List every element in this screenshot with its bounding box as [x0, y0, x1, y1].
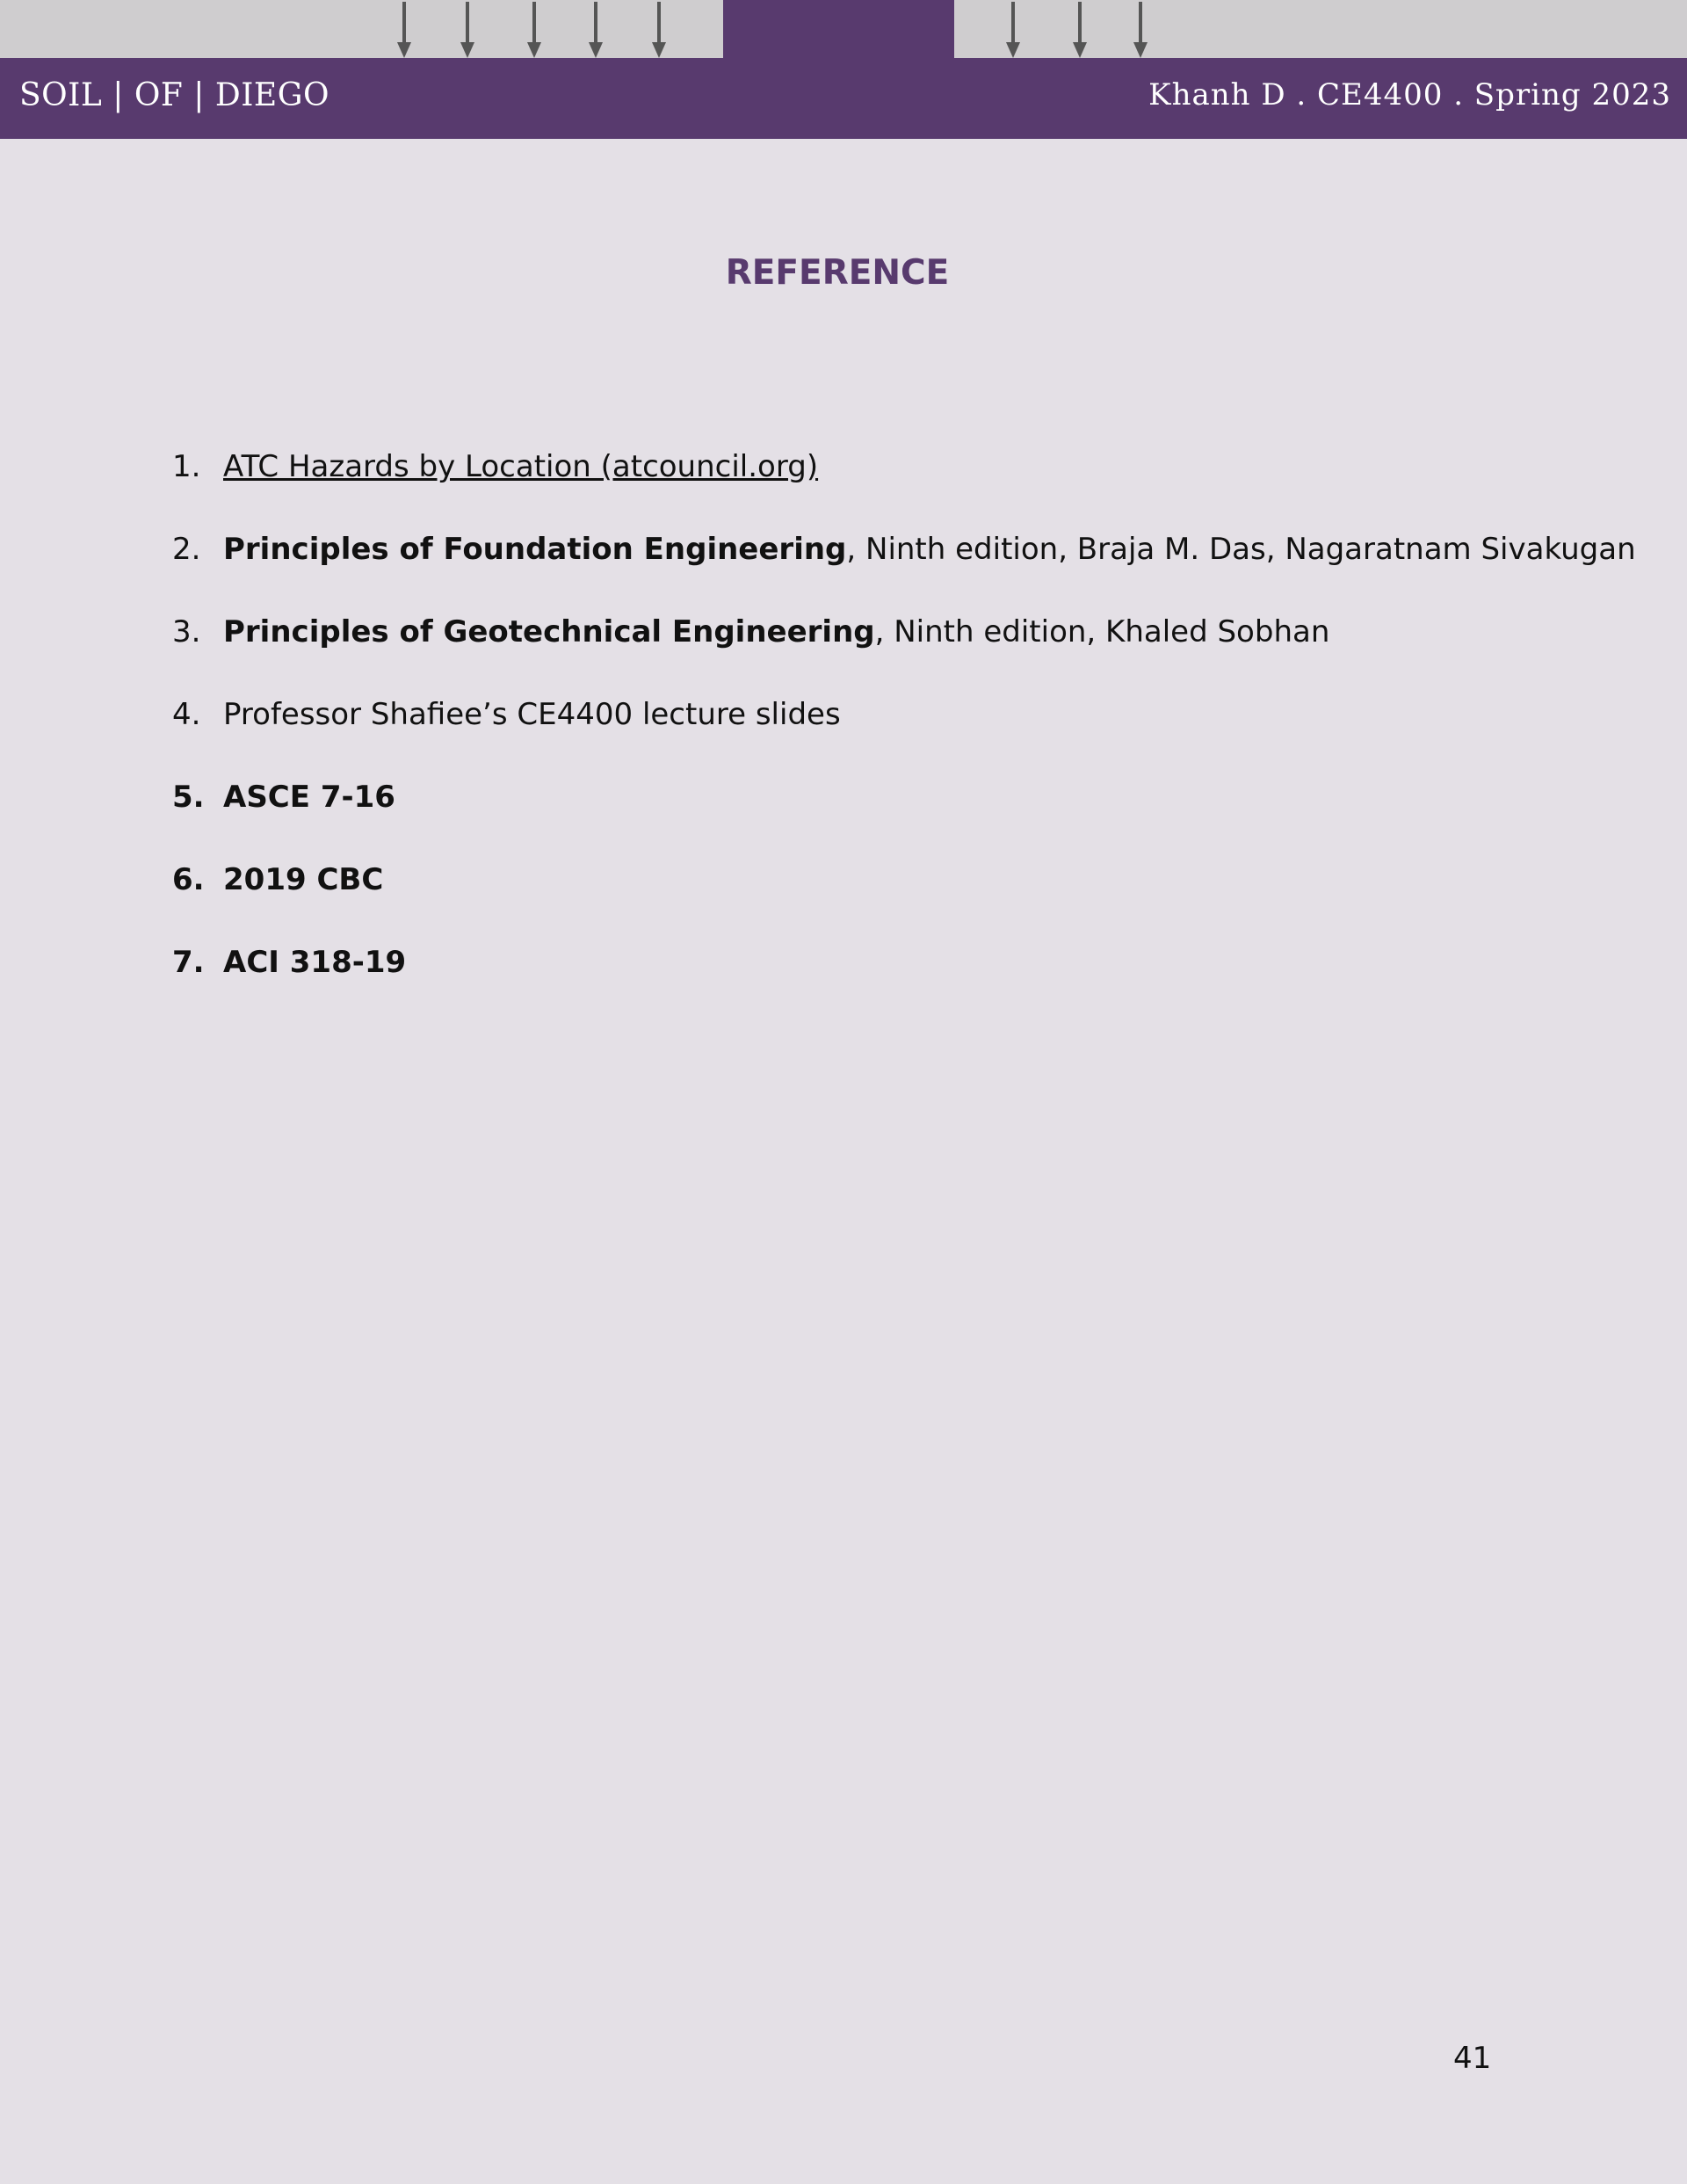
reference-item-3	[172, 610, 1636, 693]
top-decorative-band	[0, 0, 1687, 59]
reference-book-title: Principles of Foundation Engineering	[223, 532, 847, 567]
reference-text: Professor Shafiee’s CE4400 lecture slides	[223, 697, 841, 732]
reference-details: , Ninth edition, Braja M. Das, Nagaratnam Sivakugan	[846, 532, 1636, 567]
header-bar	[0, 58, 1687, 139]
reference-number: 7.	[172, 945, 205, 980]
reference-item-7	[172, 940, 1636, 1023]
reference-text: ACI 318-19	[223, 945, 407, 980]
header-project-title: SOIL | OF | DIEGO	[19, 77, 329, 113]
downward-load-arrow-icon	[395, 2, 413, 58]
reference-number: 5.	[172, 780, 205, 815]
center-column-block	[723, 0, 954, 59]
reference-link-atc-hazards[interactable]: ATC Hazards by Location (atcouncil.org)	[223, 449, 819, 484]
reference-item-2	[172, 527, 1636, 610]
downward-load-arrow-icon	[650, 2, 668, 58]
reference-text: ASCE 7-16	[223, 780, 395, 815]
downward-load-arrow-icon	[525, 2, 543, 58]
reference-number: 1.	[172, 449, 201, 484]
reference-item-4	[172, 693, 1636, 775]
reference-number: 6.	[172, 862, 205, 897]
reference-number: 3.	[172, 614, 201, 649]
page-title: REFERENCE	[725, 253, 950, 293]
downward-load-arrow-icon	[1004, 2, 1022, 58]
reference-book-title: Principles of Geotechnical Engineering	[223, 614, 875, 649]
reference-item-5	[172, 775, 1636, 858]
reference-item-6	[172, 858, 1636, 940]
header-author-course: Khanh D . CE4400 . Spring 2023	[1148, 77, 1671, 112]
downward-load-arrow-icon	[1132, 2, 1149, 58]
reference-number: 2.	[172, 532, 201, 567]
reference-item-1	[172, 445, 1636, 527]
reference-text: 2019 CBC	[223, 862, 384, 897]
downward-load-arrow-icon	[587, 2, 605, 58]
reference-list	[172, 445, 1636, 1023]
page-number: 41	[1453, 2041, 1492, 2076]
downward-load-arrow-icon	[459, 2, 476, 58]
reference-details: , Ninth edition, Khaled Sobhan	[874, 614, 1330, 649]
downward-load-arrow-icon	[1071, 2, 1089, 58]
reference-number: 4.	[172, 697, 201, 732]
